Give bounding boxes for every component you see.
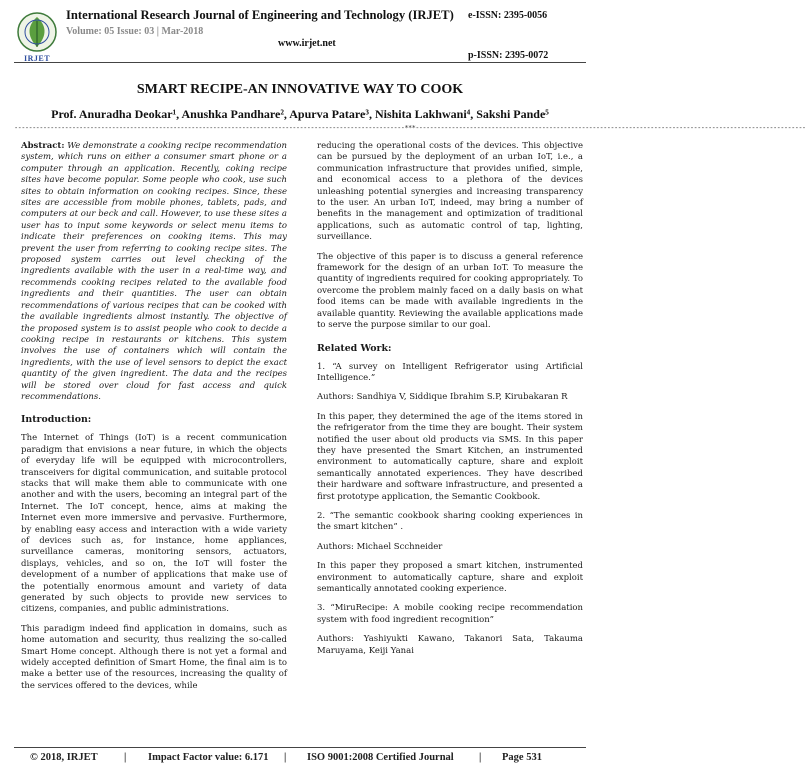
- abstract: [21, 141, 287, 403]
- related-work-authors-1: Authors: Sandhiya V, Siddique Ibrahim S.P, Kirubakaran R: [317, 392, 568, 403]
- header-divider: [14, 62, 586, 63]
- related-work-ref-3: 3. “MiruRecipe: A mobile cooking recipe recommendation system with food ingredient recognition”: [317, 603, 583, 625]
- irjet-logo-icon: [16, 11, 58, 57]
- right-column: [317, 141, 583, 657]
- related-work-ref-1: 1. “A survey on Intelligent Refrigerator using Artificial Intelligence.”: [317, 361, 583, 383]
- introduction-heading: Introduction:: [21, 414, 92, 426]
- footer-copyright: © 2018, IRJET: [30, 752, 98, 763]
- abstract-label: Abstract:: [21, 141, 65, 151]
- paper-title: SMART RECIPE-AN INNOVATIVE WAY TO COOK: [136, 82, 464, 97]
- logo-text: IRJET: [23, 54, 51, 63]
- related-work-authors-2: Authors: Michael Scchneider: [317, 541, 443, 552]
- related-work-ref-2: 2. “The semantic cookbook sharing cooking experiences in the smart kitchen” .: [317, 510, 583, 533]
- related-work-heading: Related Work:: [317, 342, 392, 354]
- footer-separator: |: [124, 752, 127, 763]
- intro-paragraph-2: This paradigm indeed find application in domains, such as home automation and security, thus realizing the so-called Smart Home concept. Although there is not yet a formal and widely accepted definition of Smart Home, the final aim is to make a better use of the resources, increasing the quality of the services offered to the devices, while: [21, 623, 287, 691]
- objective-paragraph: The objective of this paper is to discuss a general reference framework for the design of an urban IoT. To measure the quantity of ingredients required for cooking appropriately. To overcome the problem mainly faced on a daily basis on what food items can be made with available ingredients in the available quantity. Reviewing the available applications made to serve the purpose similar to our goal.: [317, 251, 583, 331]
- related-work-authors-3: Authors: Yashiyukti Kawano, Takanori Sata, Takauma Maruyama, Keiji Yanai: [317, 634, 583, 656]
- section-separator: ------------------------------------------------------------------------------------------------------------***------------------------------------------------------------------------------------------------------------: [14, 124, 806, 132]
- journal-header: [0, 0, 600, 74]
- intro-continued-paragraph: reducing the operational costs of the devices. This objective can be pursued by the deployment of an urban IoT, i.e., a communication infrastructure that provides unified, simple, and economical access to a plethora of the devices unleashing potential synergies and increasing transparency to the user. An urban IoT, indeed, may bring a number of benefits in the management and optimization of traditional applications, such as automatic control of tap, lighting, surveillance.: [317, 141, 583, 243]
- related-work-summary-2: In this paper they proposed a smart kitchen, instrumented environment to automatically capture, share and exploit semantically annotated cooking experience.: [317, 561, 583, 594]
- intro-paragraph-1: The Internet of Things (IoT) is a recent communication paradigm that envisions a near future, in which the objects of everyday life will be equipped with microcontrollers, transceivers for digital communication, and suitable protocol stacks that will make them able to communicate with one another and with the users, becoming an integral part of the Internet. The IoT concept, hence, aims at making the Internet even more immersive and pervasive. Furthermore, by enabling easy access and interaction with a wide variety of devices such as, for instance, home appliances, surveillance cameras, monitoring sensors, actuators, displays, vehicles, and so on, the IoT will foster the development of a number of applications that make use of the potentially enormous amount and variety of data generated by such objects to provide new services to citizens, companies, and public administrations.: [21, 433, 287, 615]
- footer-iso: ISO 9001:2008 Certified Journal: [307, 752, 454, 763]
- p-issn: p-ISSN: 2395-0072: [468, 50, 549, 61]
- footer-page-number: Page 531: [502, 752, 542, 763]
- abstract-text: We demonstrate a cooking recipe recommendation system, which runs on either a consumer smart phone or a computer through an application. Recently, coking recipe sites have become popular. Some people who cook, use such sites to obtain information on cooking recipes. Since, these sites are accessible from mobile phones, tablets, pads, and computers at our beck and call. However, to use these sites a user has to input some keywords or select menu items to indicate their preferences on cooking items. This may prevent the user from referring to cooking recipe sites. The proposed system carries out level checking of the ingredients available with the user in a real-time way, and recommends cooking recipes related to the available food ingredients and their quantities. The user can obtain recommendations of various recipes that can be cooked with the available ingredients almost instantly. The objective of the proposed system is to assist people who cook to decide a cooking recipe in restaurants or kitchens. This system involves the use of containers which will contain the ingredients, with the use of level sensors to depict the exact quantity of the given ingredient. The data and the recipes will be stored over cloud for fast access and quick recommendations.: [21, 141, 287, 402]
- footer-separator: |: [284, 752, 287, 763]
- volume-info: Volume: 05 Issue: 03 | Mar-2018: [66, 26, 204, 37]
- journal-title: International Research Journal of Engineering and Technology (IRJET): [66, 8, 454, 22]
- author-list: Prof. Anuradha Deokar¹, Anushka Pandhare², Apurva Patare³, Nishita Lakhwani⁴, Sakshi Pande⁵: [51, 107, 549, 121]
- footer-impact-factor: Impact Factor value: 6.171: [148, 752, 269, 763]
- left-column: [21, 141, 287, 692]
- related-work-summary-1: In this paper, they determined the age of the items stored in the refrigerator from the time they are bought. Their system notified the user about old products via SMS. In this paper they have presented the Smart Kitchen, an instrumented environment to automatically capture, share and exploit semantically annotated experiences. They have described their hardware and software infrastructure, and presented a first prototype application, the Semantic Cookbook.: [317, 411, 583, 502]
- footer-divider: [14, 747, 586, 748]
- footer-separator: |: [479, 752, 482, 763]
- journal-website-link[interactable]: www.irjet.net: [278, 38, 336, 49]
- e-issn: e-ISSN: 2395-0056: [468, 10, 548, 21]
